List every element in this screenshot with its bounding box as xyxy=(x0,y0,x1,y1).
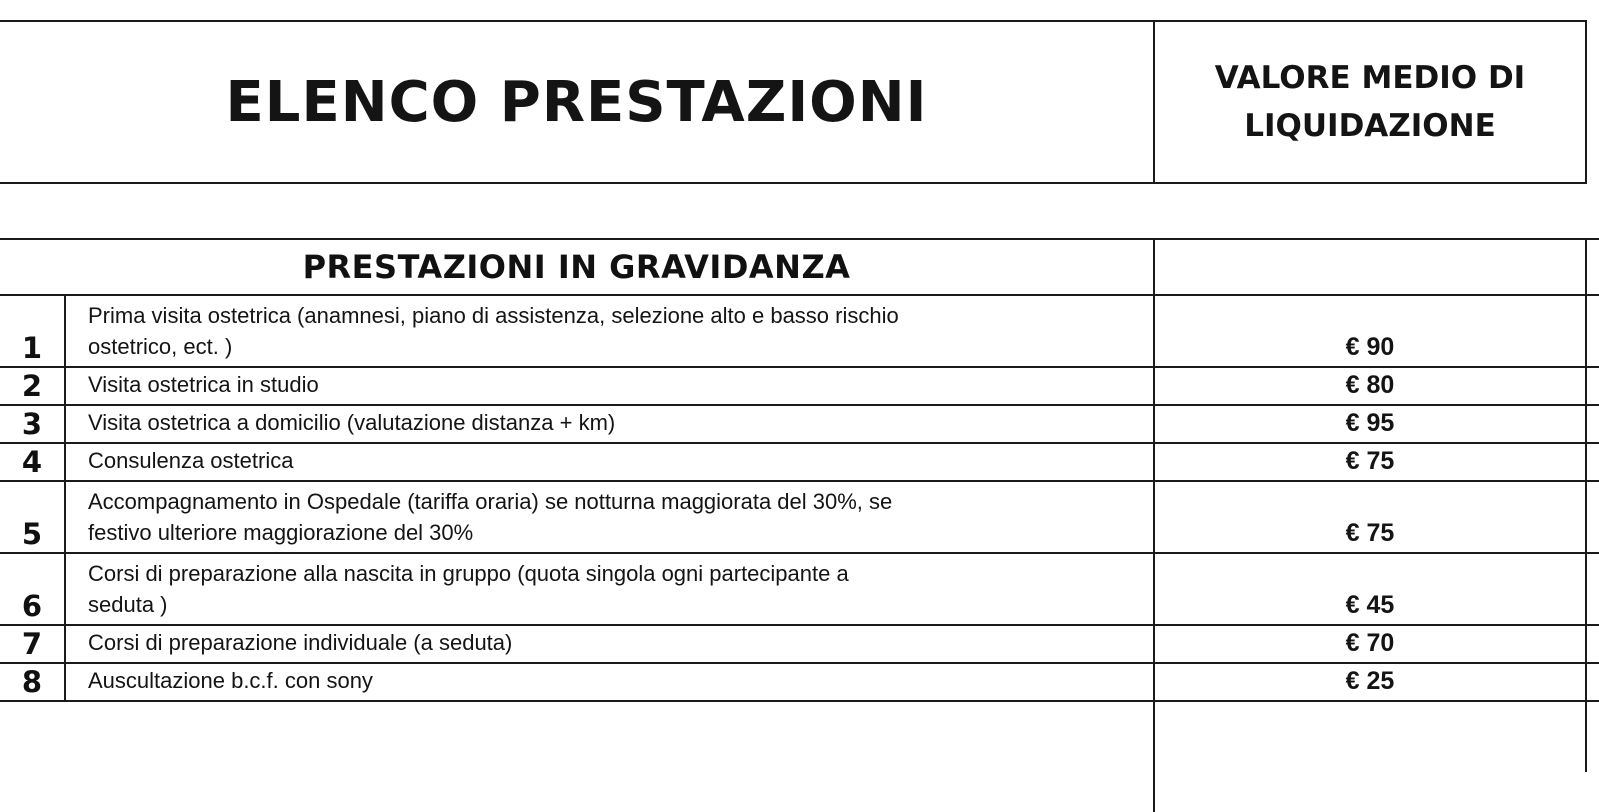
row-number: 8 xyxy=(0,664,66,700)
row-number: 7 xyxy=(0,626,66,662)
table-row xyxy=(0,482,1599,554)
row-description-line: ostetrico, ect. ) xyxy=(88,334,233,359)
row-price: € 75 xyxy=(1345,447,1395,475)
table-row xyxy=(0,554,1599,626)
row-price: € 45 xyxy=(1345,591,1395,619)
header-box xyxy=(0,20,1587,184)
row-number: 2 xyxy=(0,368,66,404)
row-price: € 90 xyxy=(1345,333,1395,361)
row-description xyxy=(68,482,1153,552)
table-row xyxy=(0,664,1599,702)
row-description xyxy=(68,368,1153,404)
row-description-line: Corsi di preparazione individuale (a seduta) xyxy=(88,630,513,655)
row-price: € 95 xyxy=(1345,409,1395,437)
table-row xyxy=(0,626,1599,664)
row-price: € 25 xyxy=(1345,667,1395,695)
row-description-line: seduta ) xyxy=(88,592,168,617)
table-row xyxy=(0,406,1599,444)
row-description xyxy=(68,296,1153,366)
table-row xyxy=(0,444,1599,482)
row-number: 4 xyxy=(0,444,66,480)
row-description-line: Visita ostetrica in studio xyxy=(88,372,319,397)
section-header xyxy=(0,240,1599,296)
row-description-line: Auscultazione b.c.f. con sony xyxy=(88,668,373,693)
row-price: € 75 xyxy=(1345,519,1395,547)
row-description xyxy=(68,626,1153,662)
row-number: 5 xyxy=(0,482,66,552)
row-description xyxy=(68,406,1153,442)
services-table xyxy=(0,238,1599,702)
row-number: 6 xyxy=(0,554,66,624)
row-description xyxy=(68,664,1153,700)
section-title: PRESTAZIONI IN GRAVIDANZA xyxy=(302,248,851,286)
row-description-line: Prima visita ostetrica (anamnesi, piano di assistenza, selezione alto e basso rischio xyxy=(88,303,899,328)
table-row xyxy=(0,368,1599,406)
row-description xyxy=(68,554,1153,624)
row-description-line: Accompagnamento in Ospedale (tariffa oraria) se notturna maggiorata del 30%, se xyxy=(88,489,893,514)
table-row xyxy=(0,296,1599,368)
row-description xyxy=(68,444,1153,480)
row-description-line: Visita ostetrica a domicilio (valutazione distanza + km) xyxy=(88,410,616,435)
row-price: € 80 xyxy=(1345,371,1395,399)
row-price: € 70 xyxy=(1345,629,1395,657)
row-description-line: Consulenza ostetrica xyxy=(88,448,294,473)
value-header-line-1: VALORE MEDIO DI xyxy=(1214,60,1526,96)
row-number: 1 xyxy=(0,296,66,366)
row-number: 3 xyxy=(0,406,66,442)
page-title: ELENCO PRESTAZIONI xyxy=(225,69,928,135)
value-header-line-2: LIQUIDAZIONE xyxy=(1244,108,1496,144)
row-description-line: Corsi di preparazione alla nascita in gruppo (quota singola ogni partecipante a xyxy=(88,561,849,586)
value-column-header xyxy=(1155,22,1585,182)
row-description-line: festivo ulteriore maggiorazione del 30% xyxy=(88,520,474,545)
column-divider-tail xyxy=(1153,772,1155,812)
